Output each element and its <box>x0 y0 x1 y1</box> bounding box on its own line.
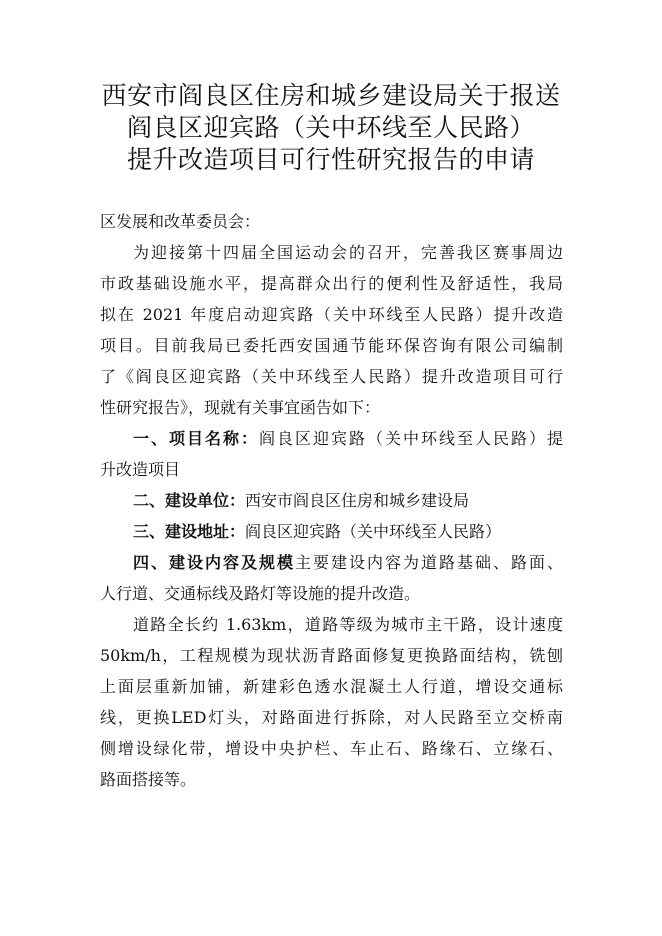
detail-paragraph <box>100 609 563 795</box>
item-scope-line-1 <box>100 547 563 578</box>
item-project-name-value-1: 阎良区迎宾路（关中环线至人民路）提 <box>259 429 563 448</box>
intro-line-4: 项目。目前我局已委托西安国通节能环保咨询有限公司编制 <box>100 336 563 355</box>
item-project-name-line-1 <box>100 423 563 454</box>
item-construction-address-value: 阎良区迎宾路（关中环线至人民路） <box>245 522 502 541</box>
intro-line-1: 为迎接第十四届全国运动会的召开，完善我区赛事周边 <box>133 243 563 262</box>
item-project-name-value-2: 升改造项目 <box>100 460 181 479</box>
intro-line-6: 性研究报告》，现就有关事宜函告如下： <box>100 398 381 417</box>
intro-line-2: 市政基础设施水平，提高群众出行的便利性及舒适性，我局 <box>100 274 563 293</box>
intro-line-5: 了《阎良区迎宾路（关中环线至人民路）提升改造项目可行 <box>100 367 563 386</box>
item-construction-address <box>100 516 563 547</box>
intro-line-3: 拟在 2021 年度启动迎宾路（关中环线至人民路）提升改造 <box>100 305 563 324</box>
detail-line-6: 路面搭接等。 <box>100 770 197 789</box>
item-construction-address-label: 三、建设地址： <box>133 522 246 541</box>
item-scope-label: 四、建设内容及规模 <box>133 553 295 572</box>
detail-line-5: 侧增设绿化带，增设中央护栏、车止石、路缘石、立缘石、 <box>100 739 563 758</box>
item-construction-unit-value: 西安市阎良区住房和城乡建设局 <box>245 491 470 510</box>
document-body <box>100 206 563 795</box>
intro-paragraph <box>100 237 563 423</box>
item-scope <box>100 547 563 609</box>
title-line-3: 提升改造项目可行性研究报告的申请 <box>126 145 535 174</box>
detail-line-3: 上面层重新加铺，新建彩色透水混凝土人行道，增设交通标 <box>100 677 563 696</box>
title-line-1: 西安市阎良区住房和城乡建设局关于报送 <box>101 81 561 110</box>
item-construction-unit-label: 二、建设单位： <box>133 491 246 510</box>
salutation: 区发展和改革委员会： <box>100 212 261 231</box>
detail-line-4: 线，更换LED灯头，对路面进行拆除，对人民路至立交桥南 <box>100 708 563 727</box>
item-project-name <box>100 423 563 485</box>
detail-line-1: 道路全长约 1.63km，道路等级为城市主干路，设计速度 <box>133 615 563 634</box>
detail-line-2: 50km/h，工程规模为现状沥青路面修复更换路面结构，铣刨 <box>100 646 563 665</box>
item-construction-unit <box>100 485 563 516</box>
item-scope-value-2: 人行道、交通标线及路灯等设施的提升改造。 <box>100 584 421 603</box>
title-line-2: 阎良区迎宾路（关中环线至人民路） <box>126 113 535 142</box>
document-title <box>60 80 602 176</box>
item-project-name-label: 一、项目名称： <box>133 429 259 448</box>
item-scope-value-1: 主要建设内容为道路基础、路面、 <box>295 553 563 572</box>
